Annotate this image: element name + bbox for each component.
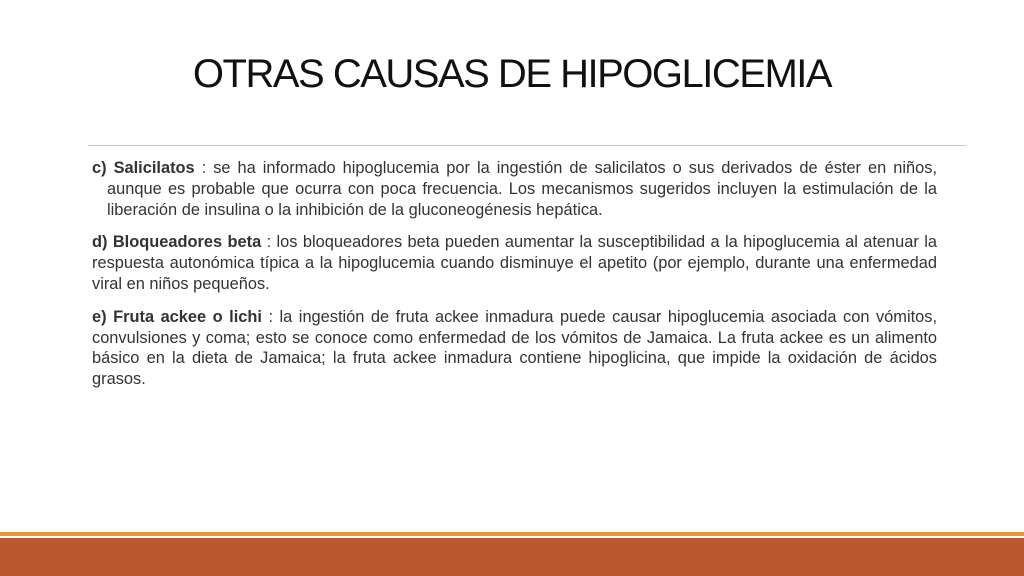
paragraph-lead: d) Bloqueadores beta (92, 233, 262, 252)
title-divider (88, 145, 966, 146)
paragraph-text: : los bloqueadores beta pueden aumentar la susceptibilidad a la hipoglucemia al atenuar la respuesta autonómica típica a la hipoglucemia cuando disminuye el apetito (por ejemplo, durante una enfermedad viral en niños pequeños. (92, 233, 937, 293)
paragraph-fruta-ackee (92, 307, 937, 390)
paragraph-text: : se ha informado hipoglucemia por la ingestión de salicilatos o sus derivados de éster en niños, aunque es probable que ocurra con poca frecuencia. Los mecanismos sugeridos incluyen la estimulación de la liberación de insulina o la inhibición de la gluconeogénesis hepática. (107, 159, 937, 219)
paragraph-salicilatos (92, 158, 937, 220)
paragraph-text: : la ingestión de fruta ackee inmadura puede causar hipoglucemia asociada con vómitos, convulsiones y coma; esto se conoce como enfermedad de los vómitos de Jamaica. La fruta ackee es un alimento básico en la dieta de Jamaica; la fruta ackee inmadura contiene hipoglicina, que impide la oxidación de ácidos grasos. (92, 307, 937, 389)
slide-body (92, 158, 937, 402)
paragraph-lead: c) Salicilatos (92, 159, 195, 177)
paragraph-bloqueadores-beta (92, 232, 937, 294)
slide-title: OTRAS CAUSAS DE HIPOGLICEMIA (192, 52, 832, 96)
footer-accent-stripe (0, 532, 1024, 536)
footer-band (0, 538, 1024, 576)
paragraph-lead: e) Fruta ackee o lichi (92, 307, 262, 326)
